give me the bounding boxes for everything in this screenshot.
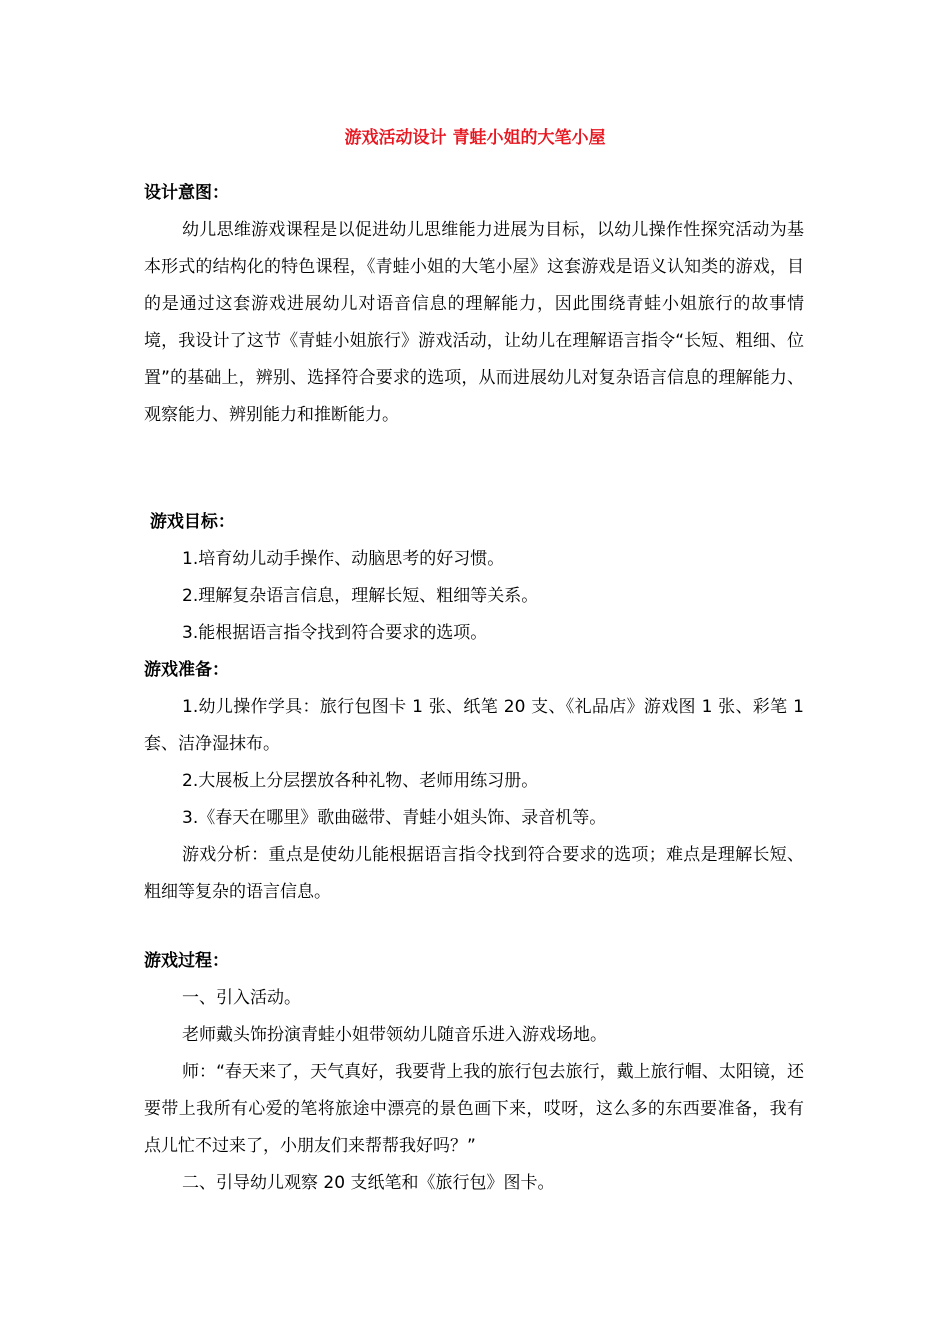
process-heading: 游戏过程： [144, 951, 229, 971]
process-step-2: 二、引导幼儿观察 20 支纸笔和《旅行包》图卡。 [182, 1173, 555, 1193]
game-analysis-paragraph: 游戏分析：重点是使幼儿能根据语言指令找到符合要求的选项；难点是理解长短、粗细等复杂的语言信息。 [144, 845, 804, 902]
teacher-speech-paragraph: 师：“春天来了，天气真好，我要背上我的旅行包去旅行，戴上旅行帽、太阳镜，还要带上我所有心爱的笔将旅途中漂亮的景色画下来，哎呀，这么多的东西要准备，我有点儿忙不过来了，小朋友们来帮帮我好吗？” [144, 1062, 804, 1156]
design-intent-heading: 设计意图： [144, 183, 229, 203]
preparation-item-1: 1.幼儿操作学具：旅行包图卡 1 张、纸笔 20 支、《礼品店》游戏图 1 张、彩笔 1 套、洁净湿抹布。 [144, 697, 804, 754]
preparation-heading: 游戏准备： [144, 660, 229, 680]
design-intent-paragraph: 幼儿思维游戏课程是以促进幼儿思维能力进展为目标，以幼儿操作性探究活动为基本形式的结构化的特色课程，《青蛙小姐的大笔小屋》这套游戏是语义认知类的游戏，目的是通过这套游戏进展幼儿对语音信息的理解能力，因此围绕青蛙小姐旅行的故事情境，我设计了这节《青蛙小姐旅行》游戏活动，让幼儿在理解语言指令“长短、粗细、位置”的基础上，辨别、选择符合要求的选项，从而进展幼儿对复杂语言信息的理解能力、观察能力、辨别能力和推断能力。 [144, 220, 804, 425]
design-intent-section [144, 175, 804, 434]
goals-heading: 游戏目标： [144, 512, 235, 532]
preparation-item-2: 2.大展板上分层摆放各种礼物、老师用练习册。 [182, 771, 539, 791]
preparation-section [144, 652, 804, 911]
process-section [144, 943, 804, 1202]
goals-section [144, 504, 804, 652]
process-step-1-description: 老师戴头饰扮演青蛙小姐带领幼儿随音乐进入游戏场地。 [182, 1025, 607, 1045]
preparation-item-3: 3.《春天在哪里》歌曲磁带、青蛙小姐头饰、录音机等。 [182, 808, 607, 828]
process-step-1: 一、引入活动。 [182, 988, 301, 1008]
document-title: 游戏活动设计 青蛙小姐的大笔小屋 [344, 128, 606, 148]
goal-item-3: 3.能根据语言指令找到符合要求的选项。 [182, 623, 488, 643]
goal-item-2: 2.理解复杂语言信息，理解长短、粗细等关系。 [182, 586, 539, 606]
goal-item-1: 1.培育幼儿动手操作、动脑思考的好习惯。 [182, 549, 505, 569]
